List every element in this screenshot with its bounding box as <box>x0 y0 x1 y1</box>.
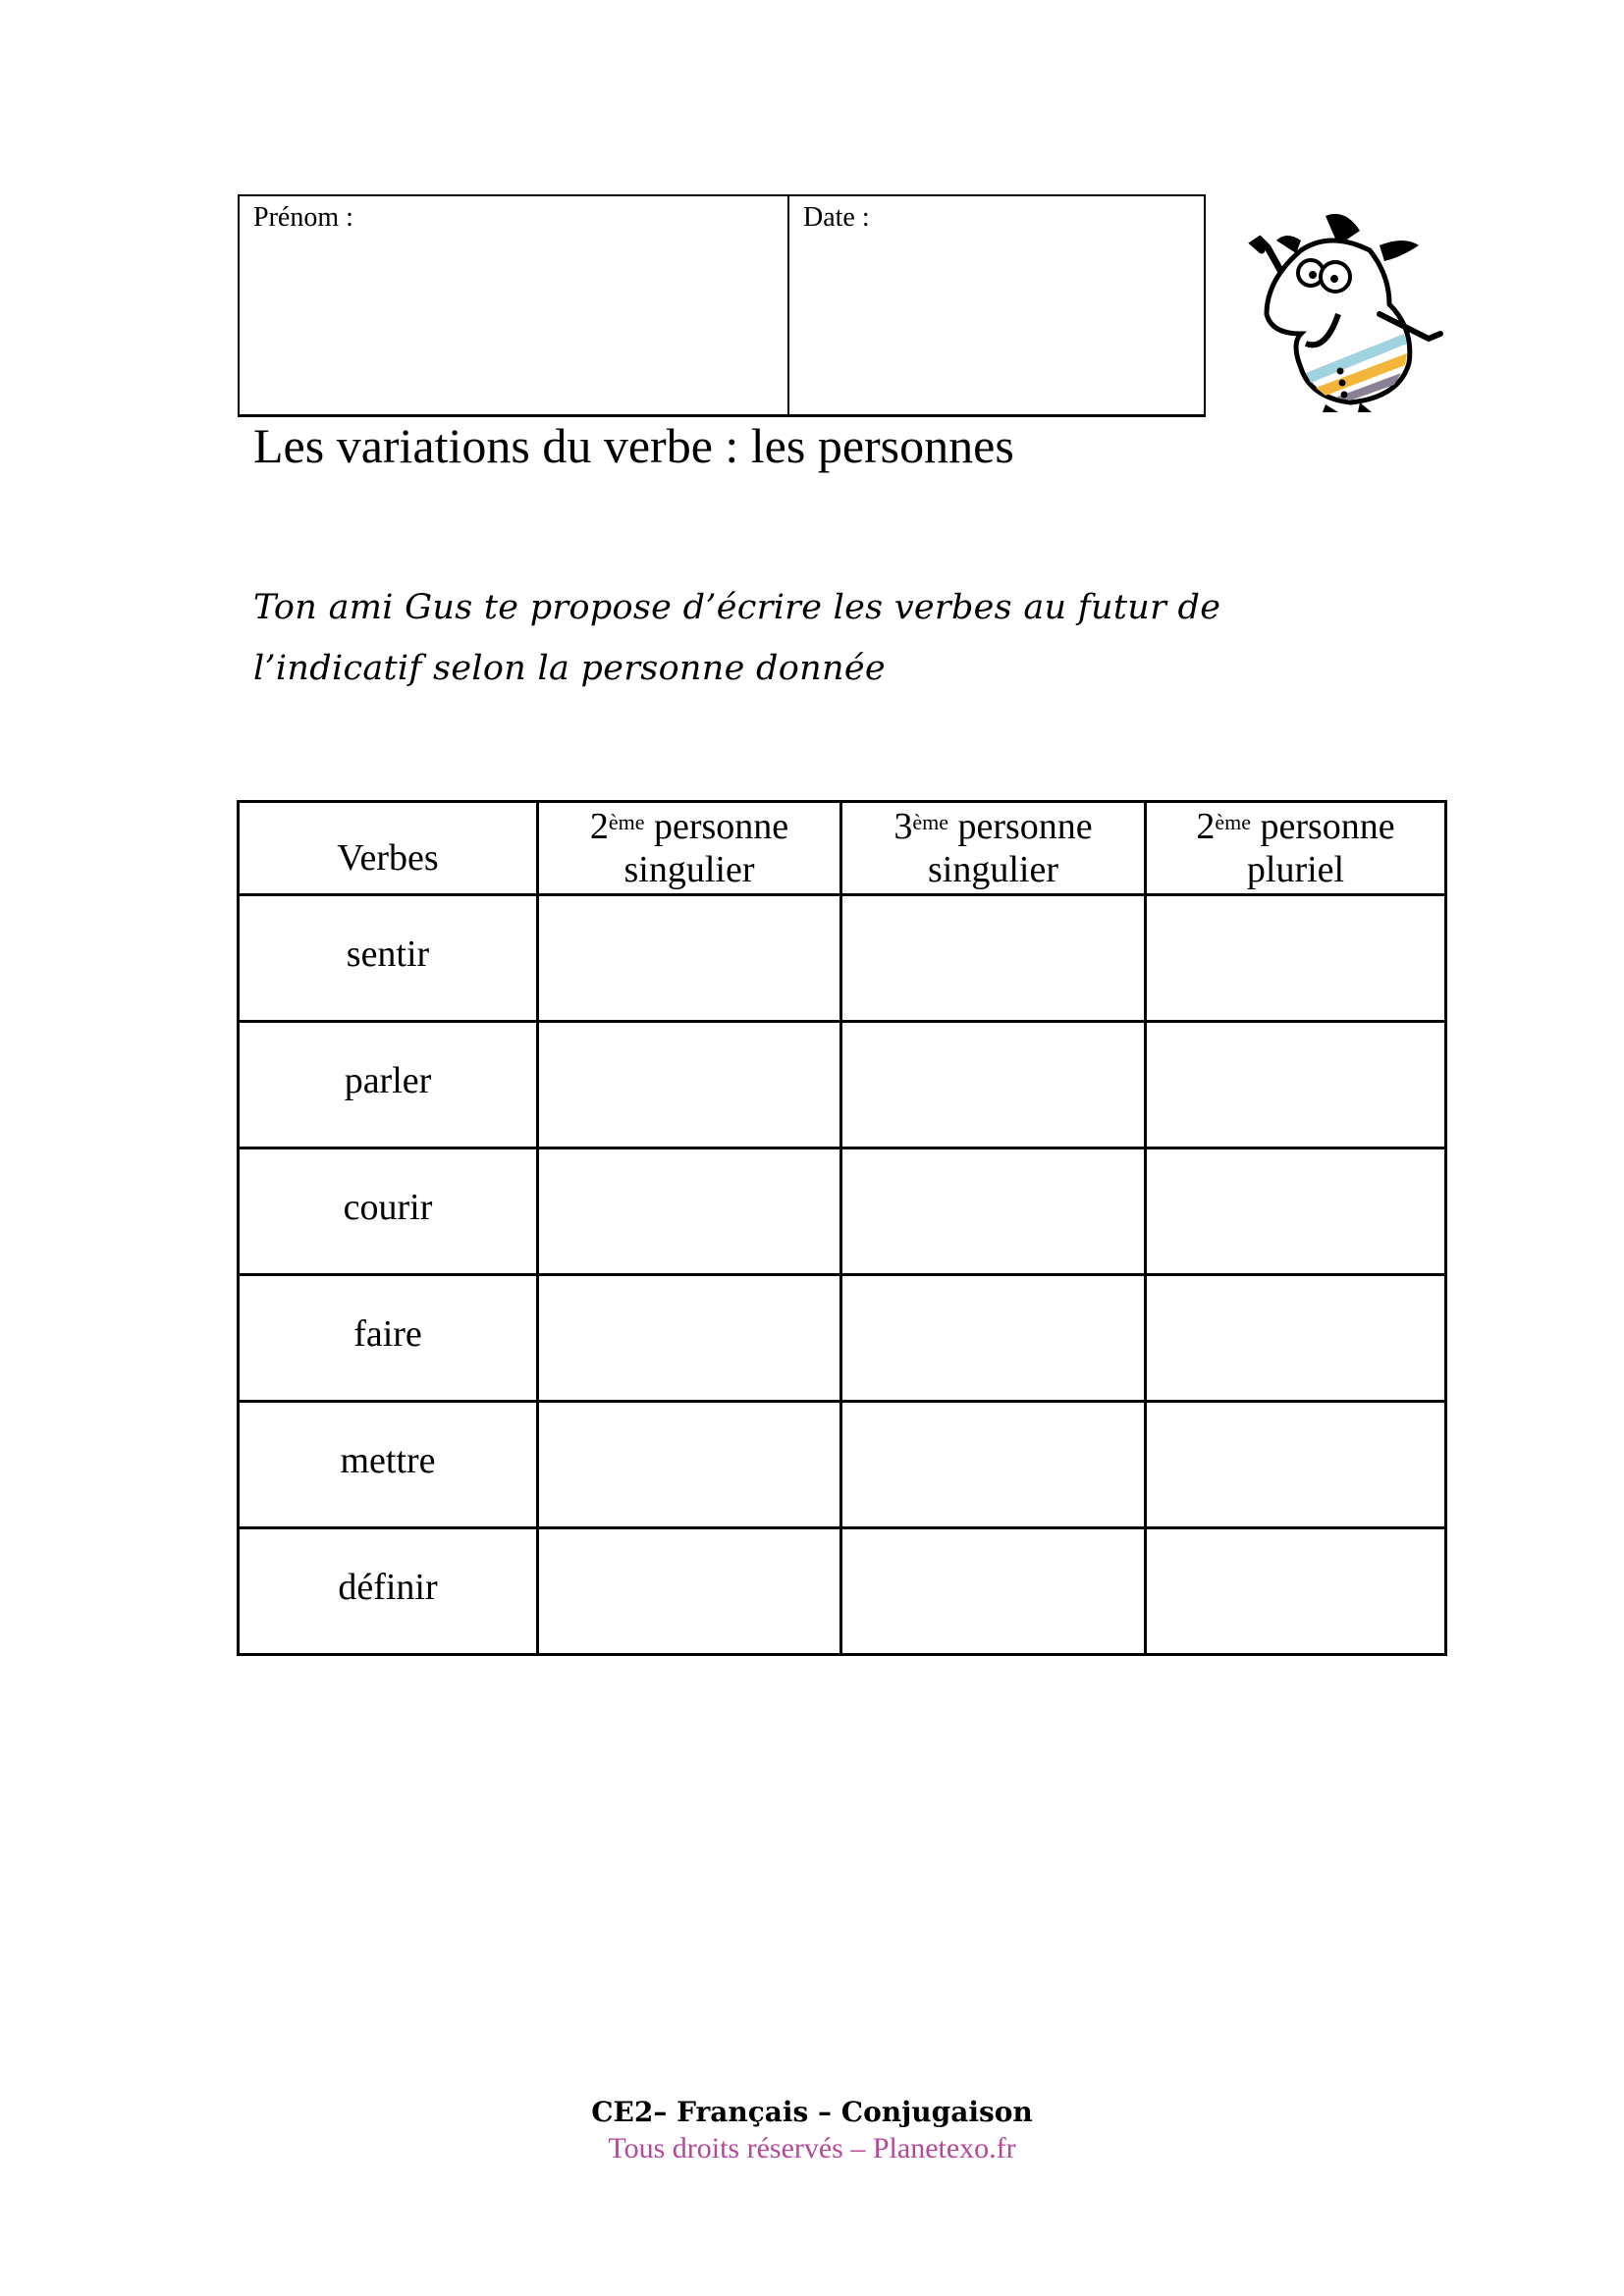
table-row <box>239 1148 1446 1275</box>
answer-cell[interactable] <box>538 1022 841 1148</box>
instructions-line-2: l’indicatif selon la personne donnée <box>253 649 886 688</box>
verb-cell <box>239 1402 538 1528</box>
header-superscript: ème <box>1215 810 1251 834</box>
first-name-field[interactable] <box>240 196 789 414</box>
verb-cell <box>239 1022 538 1148</box>
table-row <box>239 1402 1446 1528</box>
header-line1: personne <box>1260 806 1395 847</box>
header-superscript: ème <box>608 810 645 834</box>
date-field[interactable] <box>789 196 1204 414</box>
header-number: 2 <box>589 806 609 847</box>
sheep-mascot-icon <box>1232 196 1448 412</box>
instructions <box>253 577 1432 699</box>
verb-label: sentir <box>346 934 430 975</box>
answer-cell[interactable] <box>1146 1275 1446 1402</box>
answer-cell[interactable] <box>538 895 841 1022</box>
student-info-box <box>238 194 1206 417</box>
answer-cell[interactable] <box>538 1148 841 1275</box>
page-title: Les variations du verbe : les personnes <box>253 418 1014 473</box>
verb-label: mettre <box>340 1440 436 1481</box>
header-label: Verbes <box>337 837 439 879</box>
verb-cell <box>239 1275 538 1402</box>
footer-course: CE2– Français – Conjugaison <box>591 2096 1033 2128</box>
verb-label: courir <box>343 1187 433 1228</box>
answer-cell[interactable] <box>538 1528 841 1655</box>
header-line2: pluriel <box>1246 849 1345 890</box>
answer-cell[interactable] <box>841 895 1146 1022</box>
table-row <box>239 1528 1446 1655</box>
header-number: 3 <box>893 806 913 847</box>
table-row <box>239 895 1446 1022</box>
footer-copyright: Tous droits réservés – Planetexo.fr <box>608 2132 1016 2164</box>
table-row <box>239 1275 1446 1402</box>
answer-cell[interactable] <box>1146 1022 1446 1148</box>
verb-cell <box>239 1148 538 1275</box>
verb-cell <box>239 1528 538 1655</box>
verb-cell <box>239 895 538 1022</box>
date-label: Date : <box>803 202 870 233</box>
header-line1: personne <box>653 806 789 847</box>
header-verbes <box>239 802 538 895</box>
answer-cell[interactable] <box>538 1275 841 1402</box>
header-line1: personne <box>957 806 1093 847</box>
verb-label: définir <box>338 1567 438 1608</box>
answer-cell[interactable] <box>1146 1402 1446 1528</box>
header-superscript: ème <box>912 810 948 834</box>
instructions-line-1: Ton ami Gus te propose d’écrire les verbes au futur de <box>253 588 1221 627</box>
first-name-label: Prénom : <box>253 202 353 233</box>
table-row <box>239 1022 1446 1148</box>
table-header-row <box>239 802 1446 895</box>
header-2e-pluriel <box>1146 802 1446 895</box>
verb-label: parler <box>344 1060 432 1101</box>
footer <box>0 2096 1624 2165</box>
header-line2: singulier <box>623 849 755 890</box>
header-number: 2 <box>1196 806 1216 847</box>
answer-cell[interactable] <box>841 1148 1146 1275</box>
answer-cell[interactable] <box>1146 895 1446 1022</box>
header-line2: singulier <box>928 849 1058 890</box>
header-2e-singulier <box>538 802 841 895</box>
conjugation-table <box>237 800 1447 1656</box>
answer-cell[interactable] <box>841 1275 1146 1402</box>
header-3e-singulier <box>841 802 1146 895</box>
answer-cell[interactable] <box>841 1402 1146 1528</box>
answer-cell[interactable] <box>841 1528 1146 1655</box>
answer-cell[interactable] <box>538 1402 841 1528</box>
answer-cell[interactable] <box>841 1022 1146 1148</box>
answer-cell[interactable] <box>1146 1528 1446 1655</box>
answer-cell[interactable] <box>1146 1148 1446 1275</box>
verb-label: faire <box>353 1313 422 1355</box>
